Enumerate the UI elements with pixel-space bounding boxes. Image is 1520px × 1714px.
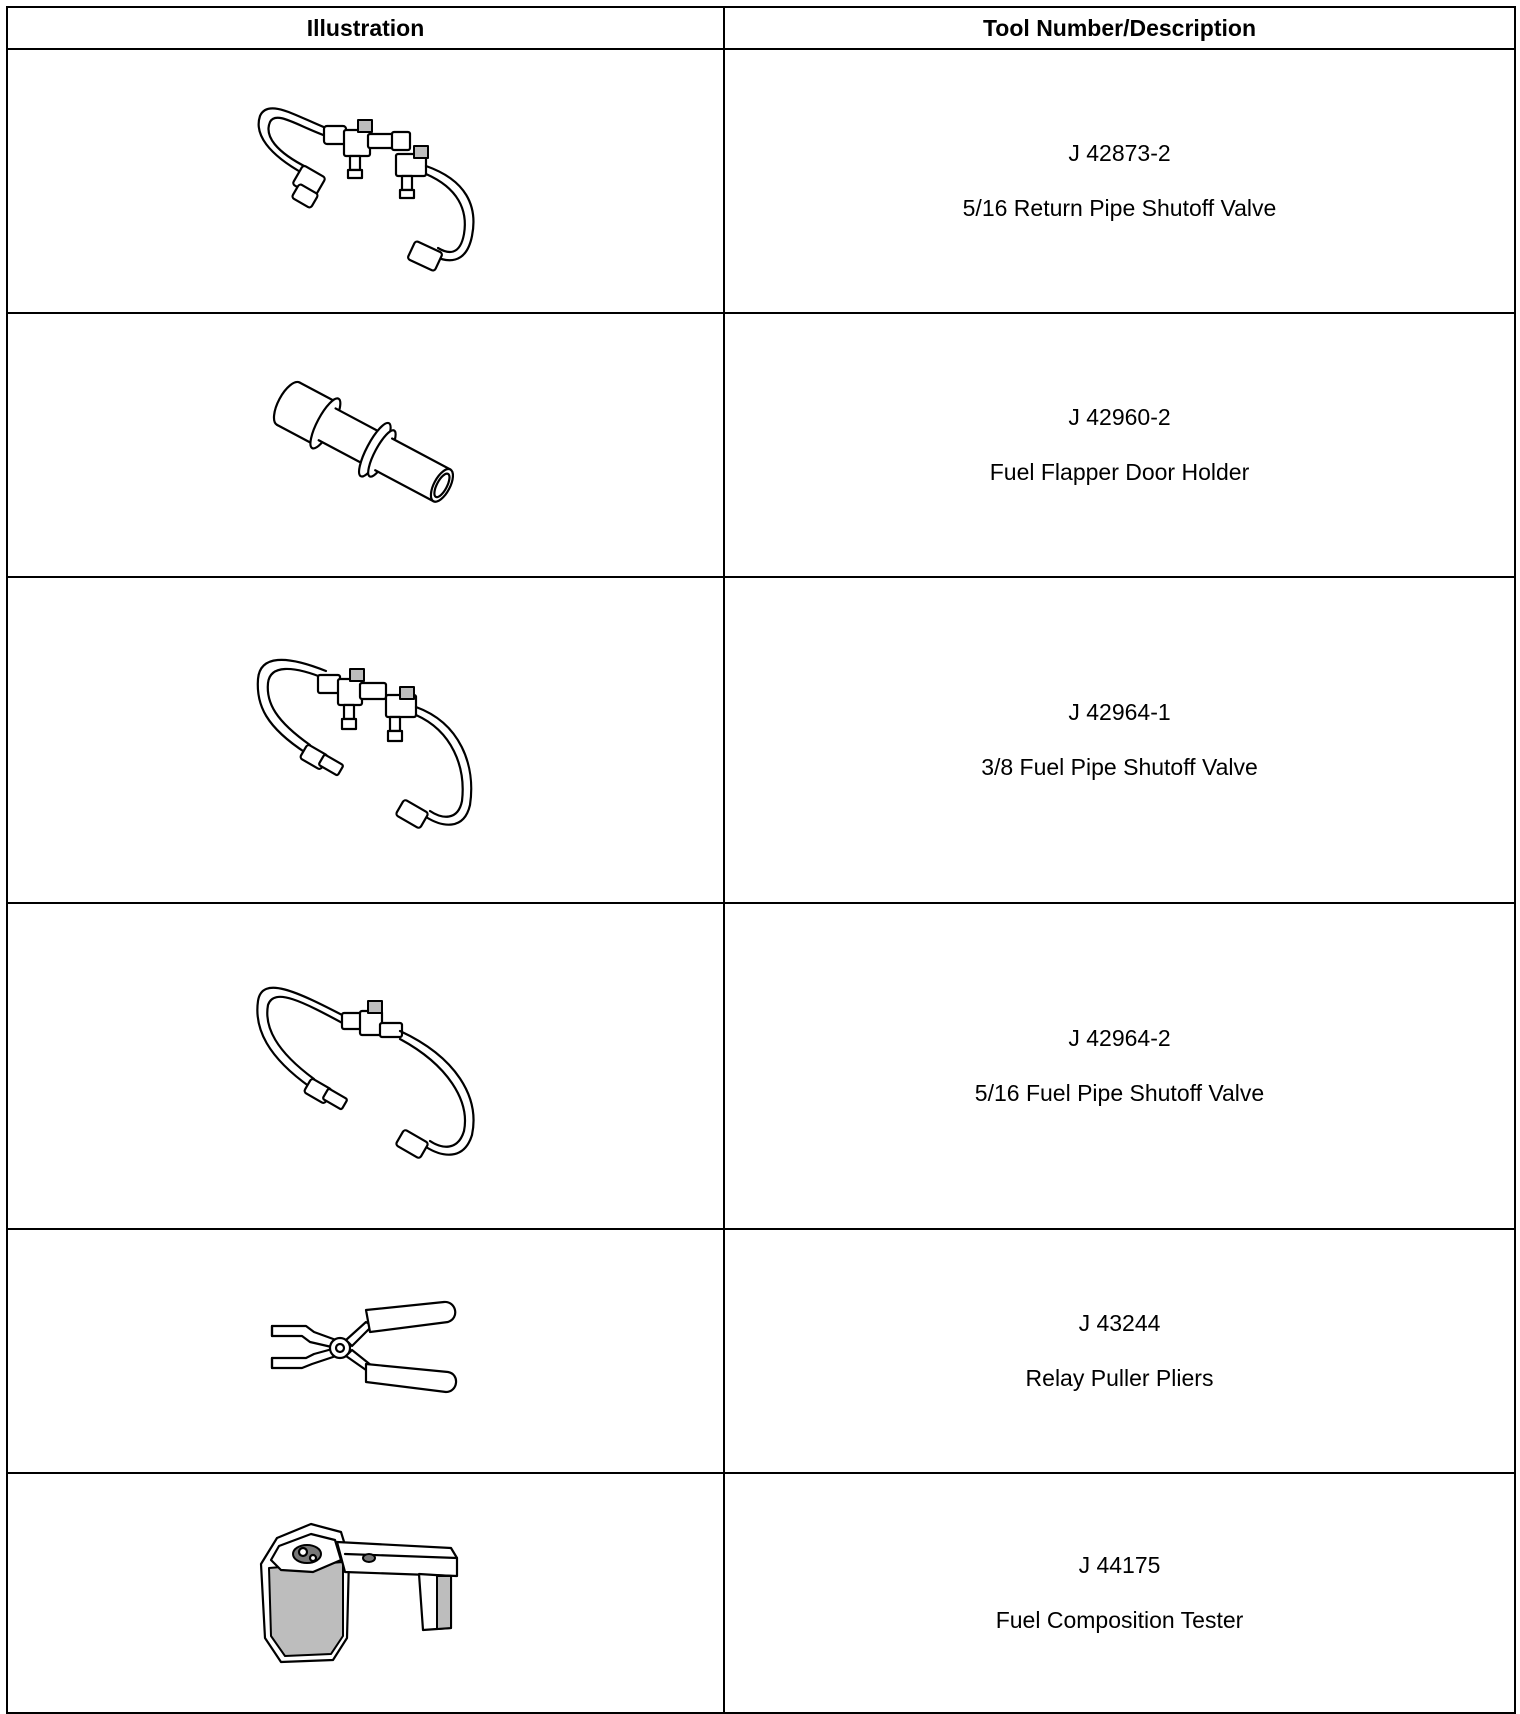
- illustration-cell: [7, 313, 724, 577]
- return-pipe-shutoff-valve-icon: [246, 76, 486, 286]
- table-row: [7, 1473, 1515, 1713]
- tool-description: Relay Puller Pliers: [1025, 1365, 1214, 1391]
- description-cell: [724, 577, 1515, 903]
- table-row: [7, 577, 1515, 903]
- header-illustration: Illustration: [7, 7, 724, 49]
- tool-number: J 42964-2: [1068, 1025, 1171, 1051]
- tool-description: Fuel Composition Tester: [995, 1607, 1244, 1633]
- table-row: [7, 1229, 1515, 1473]
- tool-number: J 43244: [1078, 1310, 1161, 1336]
- illustration-cell: [7, 903, 724, 1229]
- table-row: [7, 313, 1515, 577]
- special-tools-table: [6, 6, 1516, 1714]
- table-row: [7, 49, 1515, 313]
- tool-description: 5/16 Return Pipe Shutoff Valve: [962, 195, 1277, 221]
- tool-description: 5/16 Fuel Pipe Shutoff Valve: [974, 1080, 1265, 1106]
- fuel-pipe-shutoff-valve-icon: [246, 961, 486, 1171]
- flapper-door-holder-icon: [256, 360, 476, 530]
- tool-number: J 42960-2: [1068, 404, 1171, 430]
- illustration-cell: [7, 1229, 724, 1473]
- table-header-row: [7, 7, 1515, 49]
- description-cell: [724, 313, 1515, 577]
- illustration-cell: [7, 1473, 724, 1713]
- description-cell: [724, 1473, 1515, 1713]
- fuel-composition-tester-icon: [251, 1518, 481, 1668]
- tool-number: J 44175: [1078, 1552, 1161, 1578]
- illustration-cell: [7, 577, 724, 903]
- tool-number: J 42873-2: [1068, 140, 1171, 166]
- table-row: [7, 903, 1515, 1229]
- relay-puller-pliers-icon: [266, 1296, 466, 1406]
- fuel-pipe-shutoff-valve-icon: [246, 635, 486, 845]
- tool-description: Fuel Flapper Door Holder: [989, 459, 1250, 485]
- description-cell: [724, 1229, 1515, 1473]
- tool-number: J 42964-1: [1068, 699, 1171, 725]
- illustration-cell: [7, 49, 724, 313]
- description-cell: [724, 903, 1515, 1229]
- tool-description: 3/8 Fuel Pipe Shutoff Valve: [981, 754, 1258, 780]
- description-cell: [724, 49, 1515, 313]
- header-tool-number-description: Tool Number/Description: [724, 7, 1515, 49]
